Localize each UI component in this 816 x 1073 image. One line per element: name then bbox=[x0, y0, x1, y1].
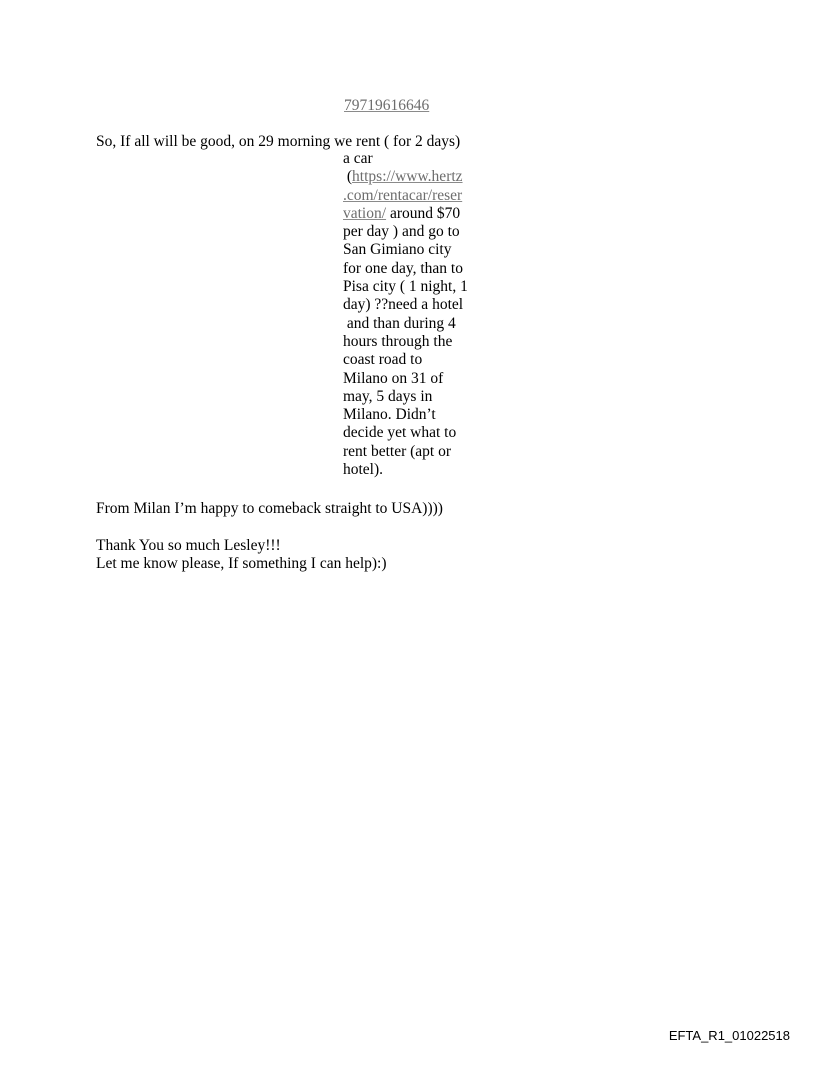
itinerary-line bbox=[343, 187, 483, 205]
itinerary-column bbox=[343, 150, 483, 479]
itinerary-line: hotel). bbox=[343, 461, 384, 479]
itinerary-line: Milano. Didn’t bbox=[343, 406, 436, 424]
itinerary-line: for one day, than to bbox=[343, 259, 463, 277]
itinerary-line-with-link bbox=[343, 168, 483, 186]
itinerary-line: San Gimiano city bbox=[343, 241, 452, 259]
itinerary-line: may, 5 days in bbox=[343, 387, 433, 405]
itinerary-line: per day ) and go to bbox=[343, 223, 460, 241]
itinerary-line: rent better (apt or bbox=[343, 442, 452, 460]
itinerary-line: hours through the bbox=[343, 332, 453, 350]
milan-line: From Milan I’m happy to comeback straight to USA)))) bbox=[96, 500, 443, 517]
intro-line: So, If all will be good, on 29 morning we rent ( for 2 days) bbox=[96, 133, 461, 150]
help-line: Let me know please, If something I can help):) bbox=[96, 555, 387, 572]
itinerary-line: a car bbox=[343, 150, 373, 167]
itinerary-line: day) ??need a hotel bbox=[343, 296, 464, 314]
hertz-link-part-2[interactable]: .com/rentacar/reser bbox=[343, 186, 463, 204]
price-text: around $70 bbox=[386, 204, 461, 222]
open-paren: ( bbox=[343, 168, 353, 186]
phone-number-link[interactable]: 79719616646 bbox=[344, 97, 430, 114]
itinerary-line bbox=[343, 205, 483, 223]
itinerary-line: Pisa city ( 1 night, 1 bbox=[343, 278, 468, 296]
itinerary-line: decide yet what to bbox=[343, 424, 457, 442]
itinerary-line: and than during 4 bbox=[343, 314, 456, 332]
itinerary-line: coast road to bbox=[343, 351, 423, 369]
hertz-link-part-1[interactable]: https://www.hertz bbox=[352, 168, 463, 186]
thanks-line: Thank You so much Lesley!!! bbox=[96, 537, 281, 554]
document-id: EFTA_R1_01022518 bbox=[668, 1028, 790, 1043]
itinerary-line: Milano on 31 of bbox=[343, 369, 444, 387]
hertz-link-part-3[interactable]: vation/ bbox=[343, 204, 387, 222]
